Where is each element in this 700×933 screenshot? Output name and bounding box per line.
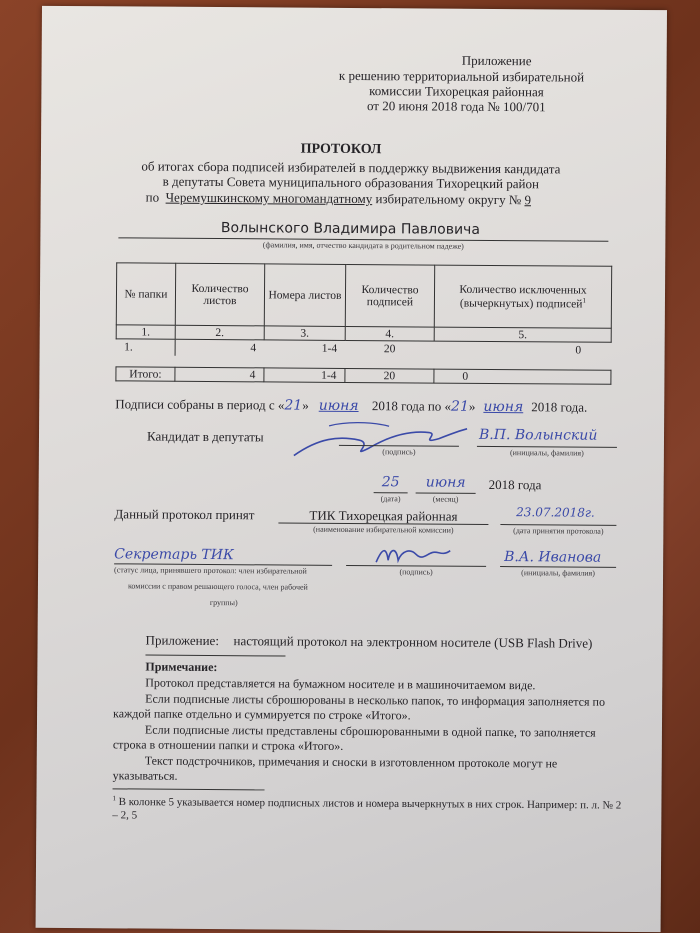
date-month: июня: [425, 474, 466, 491]
district-name: Черемушкинскому многомандатному: [165, 189, 373, 207]
appendix-line-1: Приложение: [461, 52, 532, 69]
status-hint-3: группы): [209, 598, 238, 608]
header-numbers: Номера листов: [264, 264, 345, 327]
district-number: 9: [524, 192, 532, 208]
cell-numbers: 1-4: [321, 342, 338, 355]
document-page: [36, 6, 667, 932]
candidate-sign-hint: (подпись): [382, 447, 416, 457]
footnote-separator: [113, 788, 265, 790]
note-p4a: Текст подстрочников, примечания и сноски в изготовленном протоколе могут не: [144, 753, 558, 771]
footnote-ref: 1: [582, 296, 587, 305]
attachment-label: Приложение:: [145, 632, 220, 649]
accepted-date: 23.07.2018г.: [516, 505, 595, 520]
candidate-initials-hint: (инициалы, фамилия): [509, 448, 584, 458]
attachment-text: настоящий протокол на электронном носителе (USB Flash Drive): [233, 633, 593, 651]
cell-excluded: 0: [575, 344, 582, 357]
accepted-label: Данный протокол принят: [114, 506, 255, 523]
total-signatures: 20: [345, 368, 434, 383]
col-number: 5.: [434, 327, 611, 342]
date-year: 2018 года: [488, 476, 542, 493]
status-hint-1: (статус лица, принявшего протокол: член избирательной: [114, 565, 307, 576]
candidate-initials: В.П. Волынский: [478, 426, 598, 444]
date-day-hint: (дата): [380, 494, 401, 504]
candidate-name: Волынского Владимира Павловича: [220, 220, 480, 238]
total-sheets: 4: [175, 367, 264, 382]
commission-hint: (наименование избирательной комиссии): [313, 524, 454, 535]
total-row: [116, 367, 611, 384]
candidate-hint: (фамилия, имя, отчество кандидата в родительном падеже): [262, 240, 464, 251]
date-day: 25: [381, 474, 400, 491]
notes-title: Примечание:: [145, 659, 218, 675]
footnote-line-1: $^1$ В колонке 5 указывается номер подписных листов и номера вычеркнутых в них строк. Например: п. л. № 2: [112, 794, 622, 812]
subtitle-prefix: по: [145, 189, 160, 205]
appendix-line-2: к решению территориальной избирательной: [338, 67, 585, 85]
note-p1: Протокол представляется на бумажном носителе и в машиночитаемом виде.: [145, 675, 536, 693]
note-p3a: Если подписные листы представлены сброшюрованными в одной папке, то заполняется: [144, 722, 596, 740]
total-label: Итого:: [116, 367, 175, 381]
total-excluded: 0: [434, 369, 611, 384]
subtitle-line-2: в депутаты Совета муниципального образования Тихорецкий район: [162, 173, 540, 192]
subtitle-suffix: избирательному округу №: [375, 191, 522, 208]
period-from-month: июня: [318, 397, 359, 415]
cell-sheets: 4: [250, 342, 257, 355]
page-title: ПРОТОКОЛ: [300, 141, 382, 158]
candidate-signature: [289, 418, 469, 469]
period-line: Подписи собраны в период с «21» июня 2018 года по «21» июня 2018 года.: [115, 396, 588, 416]
appendix-line-3: комиссии Тихорецкая районная: [369, 83, 544, 100]
candidate-sign-label: Кандидат в депутаты: [146, 428, 264, 445]
period-from-day: 21: [284, 397, 303, 414]
accepted-commission: ТИК Тихорецкая районная: [309, 507, 458, 524]
accepter-sign-hint: (подпись): [399, 567, 433, 577]
total-numbers: 1-4: [264, 368, 345, 383]
note-p3b: строка в отношении папки и строка «Итого».: [112, 737, 344, 753]
cell-folder: 1.: [116, 339, 175, 355]
period-to-day: 21: [451, 398, 469, 415]
status-hint-2: комиссии с правом решающего голоса, член рабочей: [127, 581, 308, 592]
subtitle-line-3: [146, 190, 531, 209]
header-excluded: Количество исключенных (вычеркнутых) подписей$^1$: [434, 265, 611, 328]
note-p2a: Если подписные листы сброшюрованы в несколько папок, то информация заполняется по: [145, 691, 606, 709]
accepter-initials: В.А. Иванова: [504, 549, 602, 566]
accepted-date-hint: (дата принятия протокола): [513, 526, 604, 536]
header-signatures: Количество подписей: [345, 264, 434, 327]
accepter-status: Секретарь ТИК: [114, 546, 234, 564]
accepter-initials-hint: (инициалы, фамилия): [521, 568, 595, 578]
signatures-table: [115, 262, 612, 384]
attachment-line: [145, 655, 285, 657]
col-number: 1.: [116, 325, 175, 339]
period-to-month: июня: [483, 398, 524, 416]
col-number: 4.: [345, 326, 434, 341]
cell-signatures: 20: [383, 342, 396, 356]
note-p2b: каждой папке отдельно и суммируется по строке «Итого».: [113, 706, 411, 723]
note-p4b: указываться.: [112, 768, 178, 783]
col-number: 3.: [264, 326, 345, 341]
header-folder: № папки: [116, 263, 175, 325]
subtitle-line-1: об итогах сбора подписей избирателей в поддержку выдвижения кандидата: [141, 158, 561, 177]
header-sheets: Количество листов: [175, 263, 264, 326]
date-month-hint: (месяц): [432, 494, 459, 504]
col-number: 2.: [175, 325, 264, 340]
appendix-line-4: от 20 июня 2018 года № 100/701: [366, 98, 546, 115]
footnote-line-2: – 2, 5: [112, 809, 138, 822]
